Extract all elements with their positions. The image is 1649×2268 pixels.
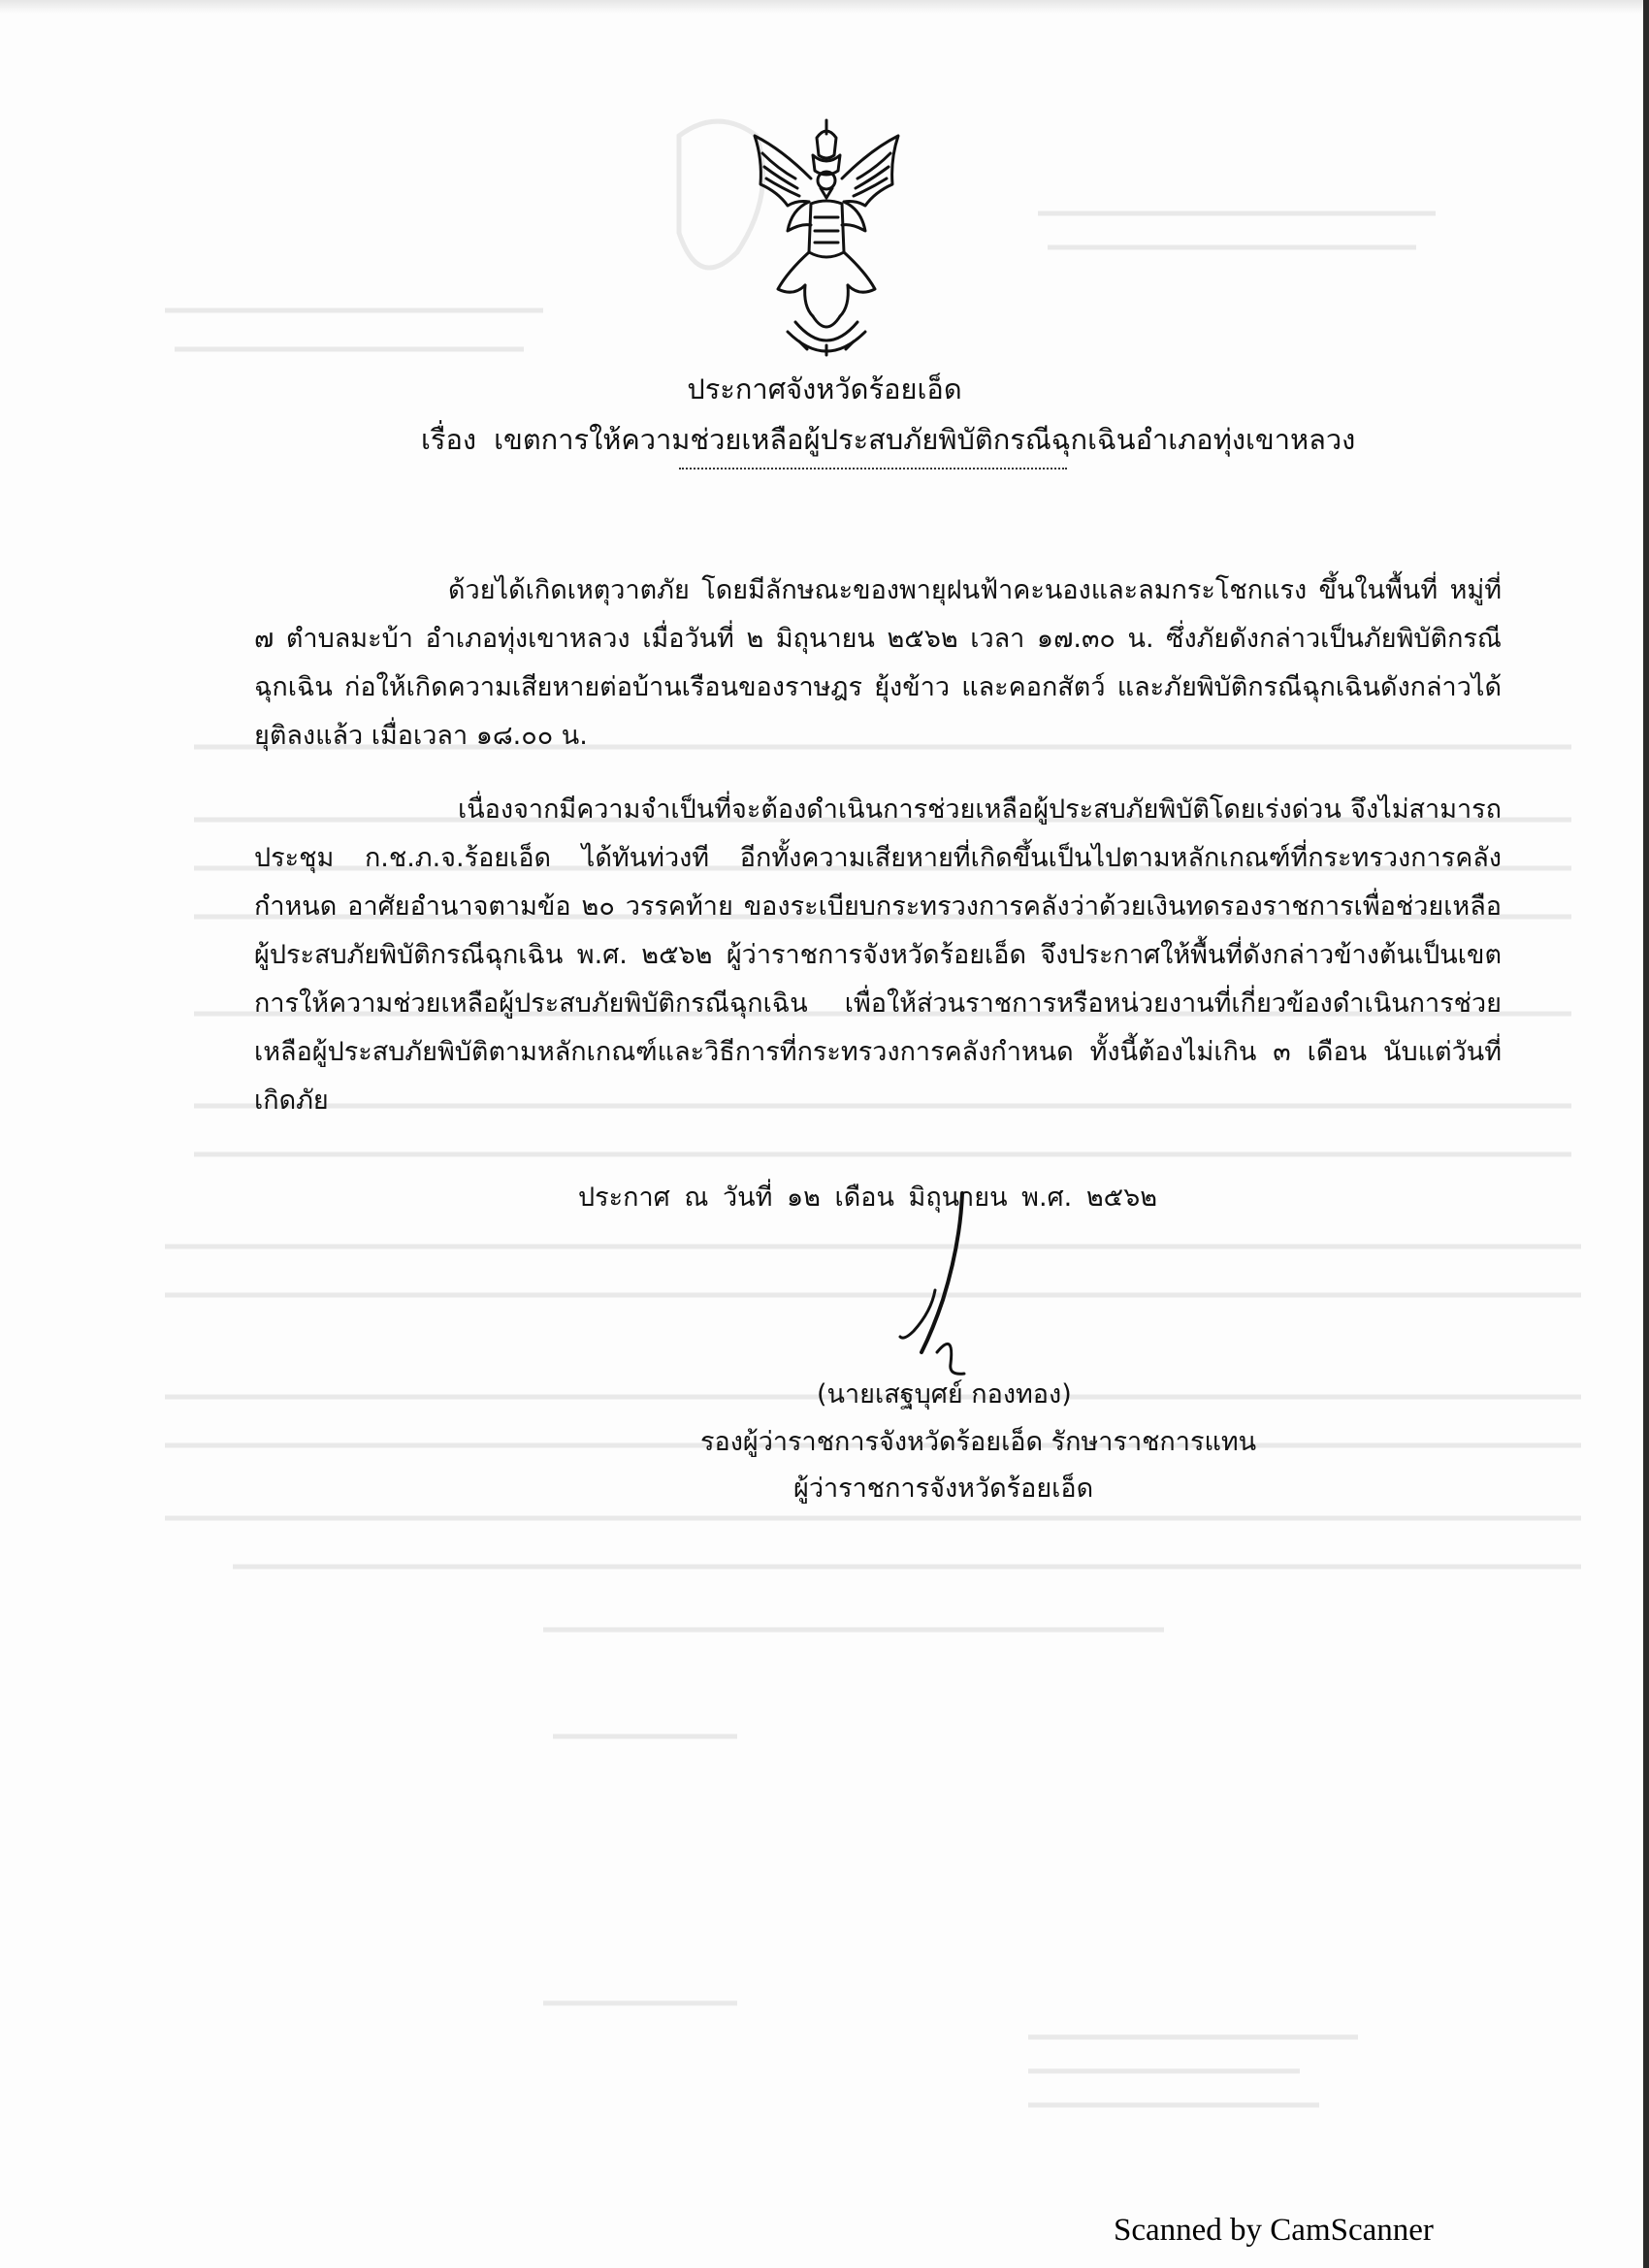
handwritten-signature [892, 1185, 999, 1379]
announcement-title: ประกาศจังหวัดร้อยเอ็ด [687, 373, 962, 405]
announcement-subject [421, 417, 1355, 462]
camscanner-watermark: Scanned by CamScanner [1114, 2213, 1434, 2248]
garuda-emblem-icon [749, 116, 904, 359]
signer-name: (นายเสฐบุศย์ กองทอง) [817, 1379, 1072, 1409]
dotted-separator [679, 468, 1067, 470]
paragraph-incident: ด้วยได้เกิดเหตุวาตภัย โดยมีลักษณะของพายุฝนฟ้าคะนองและลมกระโชกแรง ขึ้นในพื้นที่ หมู่ที่ ๗ ตำบลมะบ้า อำเภอทุ่งเขาหลวง เมื่อวันที่ ๒ มิถุนายน ๒๕๖๒ เวลา ๑๗.๓๐ น. ซึ่งภัยดังกล่าวเป็นภัยพิบัติกรณีฉุกเฉิน ก่อให้เกิดความเสียหายต่อบ้านเรือนของราษฎร ยุ้งข้าว และคอกสัตว์ และภัยพิบัติกรณีฉุกเฉินดังกล่าวได้ยุติลงแล้ว เมื่อเวลา ๑๘.๐๐ น. [254, 575, 1502, 751]
signer-position: รองผู้ว่าราชการจังหวัดร้อยเอ็ด รักษาราชการแทน [700, 1427, 1257, 1457]
subject-label: เรื่อง [421, 423, 477, 456]
announcement-dateline: ประกาศ ณ วันที่ ๑๒ เดือน มิถุนายน พ.ศ. ๒๕๖๒ [578, 1183, 1158, 1213]
paragraph-declaration: เนื่องจากมีความจำเป็นที่จะต้องดำเนินการช่วยเหลือผู้ประสบภัยพิบัติโดยเร่งด่วน จึงไม่สามารถประชุม ก.ช.ภ.จ.ร้อยเอ็ด ได้ทันท่วงที อีกทั้งความเสียหายที่เกิดขึ้นเป็นไปตามหลักเกณฑ์ที่กระทรวงการคลังกำหนด อาศัยอำนาจตามข้อ ๒๐ วรรคท้าย ของระเบียบกระทรวงการคลังว่าด้วยเงินทดรองราชการเพื่อช่วยเหลือผู้ประสบภัยพิบัติกรณีฉุกเฉิน พ.ศ. ๒๕๖๒ ผู้ว่าราชการจังหวัดร้อยเอ็ด จึงประกาศให้พื้นที่ดังกล่าวข้างต้นเป็นเขตการให้ความช่วยเหลือผู้ประสบภัยพิบัติกรณีฉุกเฉิน เพื่อให้ส่วนราชการหรือหน่วยงานที่เกี่ยวข้องดำเนินการช่วยเหลือผู้ประสบภัยพิบัติตามหลักเกณฑ์และวิธีการที่กระทรวงการคลังกำหนด ทั้งนี้ต้องไม่เกิน ๓ เดือน นับแต่วันที่เกิดภัย [254, 794, 1502, 1116]
subject-text: เขตการให้ความช่วยเหลือผู้ประสบภัยพิบัติกรณีฉุกเฉินอำเภอทุ่งเขาหลวง [494, 423, 1356, 456]
signer-position-governor: ผู้ว่าราชการจังหวัดร้อยเอ็ด [793, 1474, 1094, 1504]
